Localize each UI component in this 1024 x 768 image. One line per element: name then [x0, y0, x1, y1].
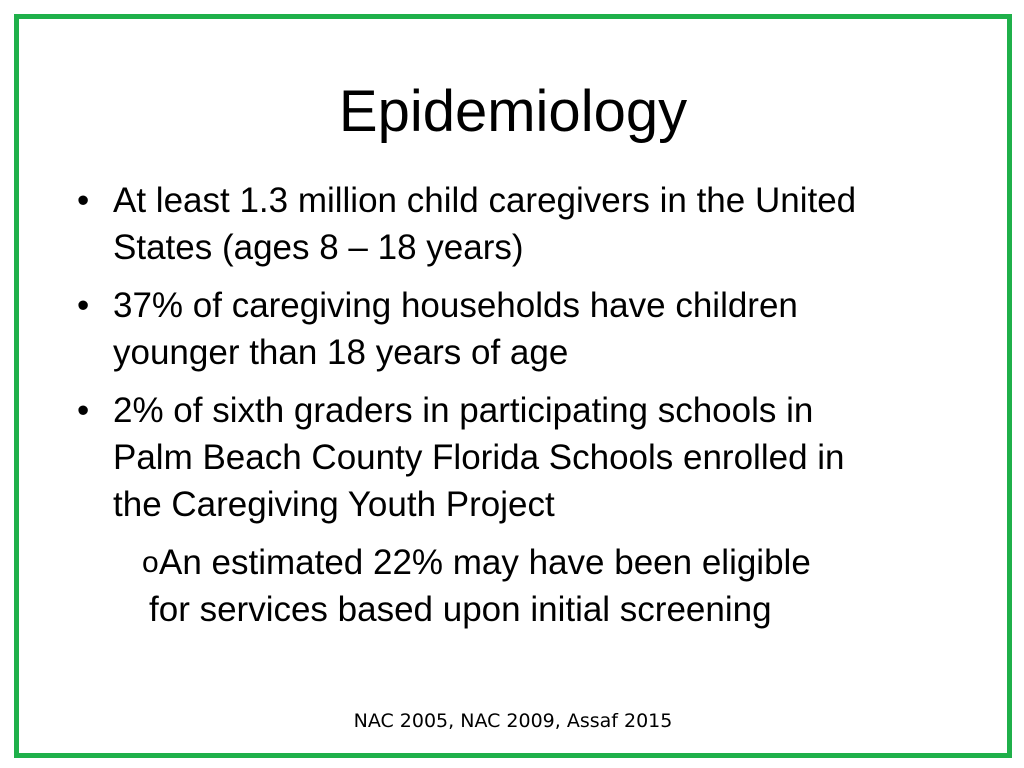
bullet-text-line: States (ages 8 – 18 years) [113, 228, 524, 267]
slide-title: Epidemiology [338, 79, 688, 144]
bullet-icon: • [77, 181, 90, 220]
bullet-text-line: the Caregiving Youth Project [113, 485, 555, 524]
slide-frame [14, 14, 1012, 758]
sub-bullet-text-line: for services based upon initial screening [149, 590, 772, 629]
citation-footer: NAC 2005, NAC 2009, Assaf 2015 [353, 710, 673, 732]
bullet-text-line: At least 1.3 million child caregivers in the United [113, 181, 857, 220]
sub-bullet-text-line: An estimated 22% may have been eligible [159, 543, 811, 582]
sub-bullet-item [77, 539, 977, 633]
bullet-text-line: 37% of caregiving households have children [113, 286, 798, 325]
bullet-icon: • [77, 286, 90, 325]
bullet-item-1 [77, 177, 977, 271]
bullet-item-2 [77, 282, 977, 376]
bullet-text-line: Palm Beach County Florida Schools enrolled in [113, 438, 845, 477]
circle-bullet-icon: o [142, 546, 159, 579]
bullet-text-line: younger than 18 years of age [113, 333, 569, 372]
bullet-list [77, 177, 977, 633]
bullet-item-3 [77, 387, 977, 528]
bullet-text-line: 2% of sixth graders in participating schools in [113, 391, 814, 430]
bullet-icon: • [77, 391, 90, 430]
